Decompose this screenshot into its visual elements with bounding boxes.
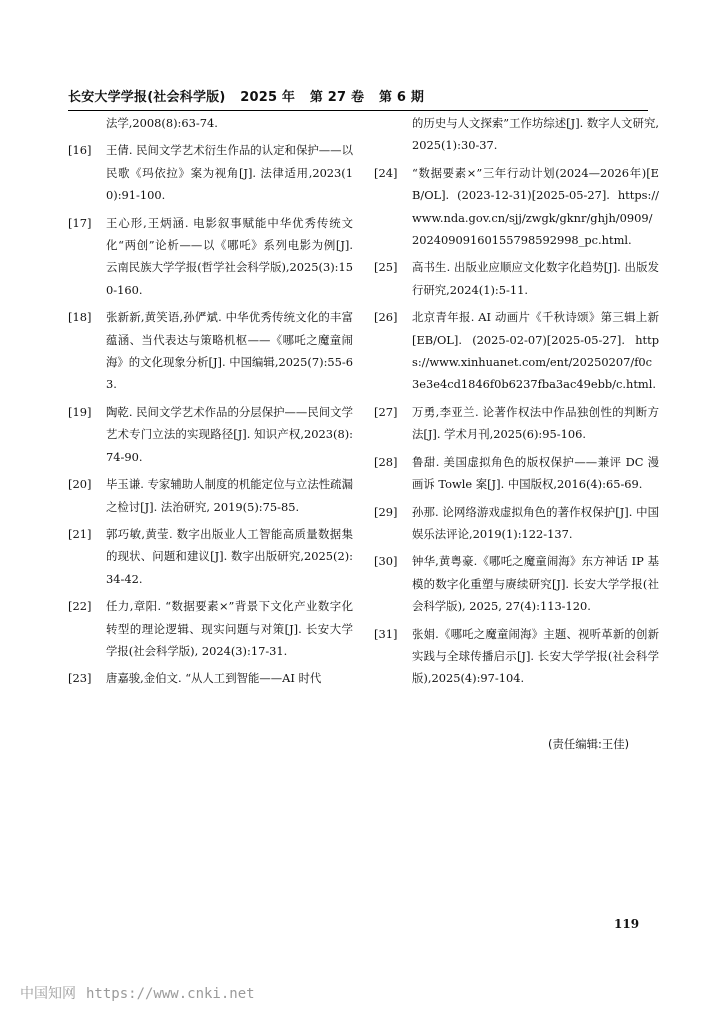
reference-number: [20] [68,477,92,492]
reference-item [374,550,659,617]
reference-number: [18] [68,310,92,325]
cnki-watermark [20,983,255,1003]
reference-text: 郭巧敏,黄莹. 数字出版业人工智能高质量数据集的现状、问题和建议[J]. 数字出版研究,2025(2):34-42. [106,526,353,586]
reference-item [68,212,353,302]
reference-item [68,523,353,590]
reference-text: 孙那. 论网络游戏虚拟角色的著作权保护[J]. 中国娱乐法评论,2019(1):122-137. [412,504,659,541]
reference-text: 鲁甜. 美国虚拟角色的版权保护——兼评 DC 漫画诉 Towle 案[J]. 中国版权,2016(4):65-69. [412,454,659,492]
reference-number: [26] [374,310,398,325]
reference-item [374,501,659,546]
reference-number: [25] [374,260,398,275]
editor-note: (责任编辑:王佳) [548,737,630,751]
page-number: 119 [614,917,640,931]
reference-item [374,162,659,252]
reference-item [68,473,353,518]
reference-item [374,623,659,690]
reference-text: 任力,章阳. “数据要素×”背景下文化产业数字化转型的理论逻辑、现实问题与对策[J]. 长安大学学报(社会科学版), 2024(3):17-31. [106,599,353,658]
reference-item [374,451,659,496]
reference-text: 陶乾. 民间文学艺术作品的分层保护——民间文学艺术专门立法的实现路径[J]. 知识产权,2023(8):74-90. [106,404,353,464]
reference-number: [17] [68,215,92,230]
references-left-column [68,112,353,695]
year: 2025 年 [240,90,296,105]
reference-number: [27] [374,404,398,419]
reference-number: [16] [68,143,92,158]
reference-item [68,401,353,468]
reference-number: [29] [374,504,398,519]
reference-text: 的历史与人文探索”工作坊综述[J]. 数字人文研究,2025(1):30-37. [412,116,659,153]
references-right-column [374,112,659,695]
reference-item [68,667,353,689]
watermark-site: 中国知网 [20,986,76,1002]
volume: 第 27 卷 [309,90,365,105]
reference-number: [24] [374,165,398,180]
reference-text: 钟华,黄粤豪.《哪吒之魔童闹海》东方神话 IP 基模的数字化重塑与赓续研究[J]. 长安大学学报(社会科学版), 2025, 27(4):113-120. [412,554,659,614]
reference-item [68,306,353,396]
reference-number: [31] [374,626,398,641]
reference-item [374,112,659,157]
reference-text: 王心形,王炳涵. 电影叙事赋能中华优秀传统文化“两创”论析——以《哪吒》系列电影为例[J]. 云南民族大学学报(哲学社会科学版),2025(3):150-160. [106,215,353,297]
reference-number: [22] [68,599,92,614]
reference-item [68,139,353,206]
reference-text: “数据要素×”三年行动计划(2024—2026年)[EB/OL]. (2023-12-31)[2025-05-27]. https://www.nda.gov.cn/sjj/zwgk/gknr/ghjh/0909/20240909160155798592998_pc.html. [412,165,659,248]
reference-text: 张娟.《哪吒之魔童闹海》主题、视听革新的创新实践与全球传播启示[J]. 长安大学学报(社会科学版),2025(4):97-104. [412,626,659,686]
reference-text: 毕玉谦. 专家辅助人制度的机能定位与立法性疏漏之检讨[J]. 法治研究, 2019(5):75-85. [106,477,353,514]
issue: 第 6 期 [378,90,425,105]
reference-text: 张新新,黄笑语,孙俨斌. 中华优秀传统文化的丰富蕴涵、当代表达与策略机枢——《哪吒之魔童闹海》的文化现象分析[J]. 中国编辑,2025(7):55-63. [106,310,353,392]
running-header [68,86,648,111]
watermark-url: https://www.cnki.net [86,986,255,1002]
reference-text: 王倩. 民间文学艺术衍生作品的认定和保护——以民歌《玛依拉》案为视角[J]. 法律适用,2023(10):91-100. [106,143,353,203]
reference-text: 唐嘉骏,金伯文. “从人工到智能——AI 时代 [106,671,322,686]
reference-number: [21] [68,526,92,541]
reference-text: 法学,2008(8):63-74. [106,116,218,130]
reference-item [374,306,659,396]
reference-number: [30] [374,554,398,569]
journal-title: 长安大学学报(社会科学版) [68,90,226,105]
reference-number: [23] [68,671,92,686]
reference-number: [19] [68,404,92,419]
reference-item [374,256,659,301]
reference-item [374,401,659,446]
reference-text: 北京青年报. AI 动画片《千秋诗颂》第三辑上新[EB/OL]. (2025-02-07)[2025-05-27]. https://www.xinhuanet.com/ent/20250207/f0c3e3e4cd1846f0b6237fba3ac49ebb/c.html. [412,310,659,392]
reference-text: 万勇,李亚兰. 论著作权法中作品独创性的判断方法[J]. 学术月刊,2025(6):95-106. [412,404,659,442]
reference-number: [28] [374,454,398,469]
reference-text: 高书生. 出版业应顺应文化数字化趋势[J]. 出版发行研究,2024(1):5-11. [412,260,659,297]
reference-item [68,112,353,134]
reference-item [68,595,353,662]
